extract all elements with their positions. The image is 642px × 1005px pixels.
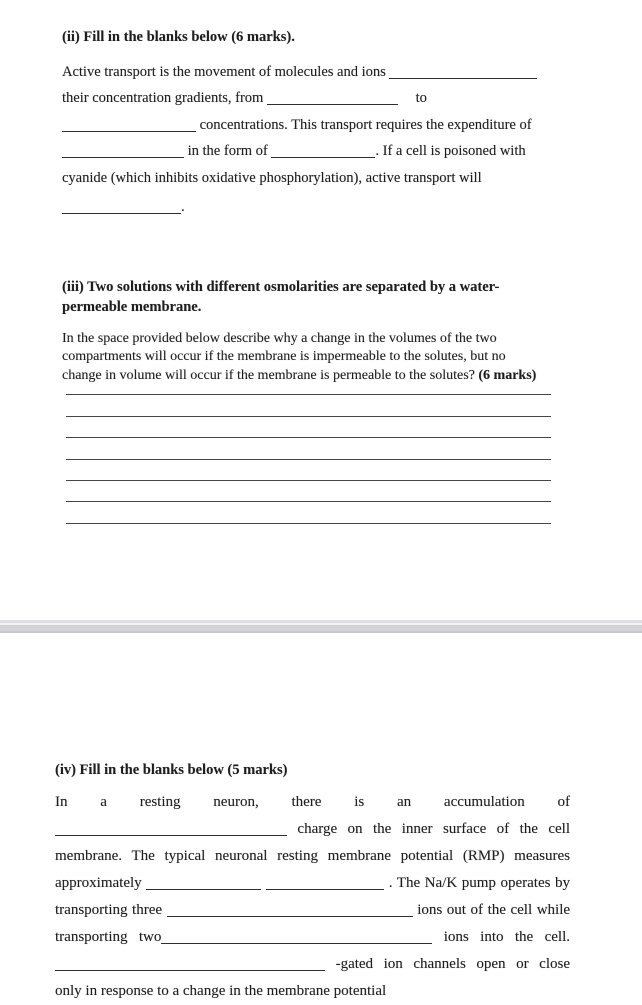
text-line [55,870,570,897]
text-segment: concentrations. This transport requires the expenditure of [199,116,532,133]
text-segment: Active transport is the movement of molecules and ions [62,64,386,80]
text-line [62,165,562,191]
fill-blank [62,119,196,132]
text-line [62,112,562,138]
answer-line [66,502,551,523]
answer-line [66,481,551,502]
text-segment: change in volume will occur if the membrane is permeable to the solutes? [62,367,475,383]
page-break-divider [0,620,642,633]
text-line [62,59,562,85]
fill-blank [161,931,432,944]
text-segment: transporting two [55,929,162,945]
text-segment: transporting three [55,902,163,918]
text-segment: to [415,90,427,107]
answer-line [66,395,551,416]
question-ii-paragraph [62,59,562,220]
question-iii-heading [62,277,567,317]
question-ii-heading: (ii) Fill in the blanks below (6 marks). [62,29,295,45]
text-segment: . The Na/K pump operates by [388,875,570,891]
text-line: only in response to a change in the membrane potential [55,983,387,999]
text-segment: cyanide (which inhibits oxidative phosphorylation), active transport will [62,169,482,186]
text-segment: -gated ion channels open or close [335,956,571,972]
text-segment: in the form of [187,143,268,160]
answer-line [66,417,551,438]
text-line [55,897,570,924]
text-line [62,194,562,220]
fill-blank [167,904,413,917]
question-iv-paragraph [55,789,570,1005]
text-segment: charge on the inner surface of the cell [297,821,570,837]
text-segment: approximately [55,875,142,891]
fill-blank [267,92,398,105]
answer-line [66,460,551,481]
text-segment: ions out of the cell while [417,902,571,918]
fill-blank [62,145,184,158]
text-line: In the space provided below describe why a change in the volumes of the two [62,331,497,346]
text-line [62,85,562,111]
text-segment: . [181,199,185,216]
text-line [55,951,570,978]
fill-blank [271,145,375,158]
fill-blank [55,823,287,836]
text-segment: . If a cell is poisoned with [375,143,526,160]
text-line: compartments will occur if the membrane is impermeable to the solutes, but no [62,349,506,365]
heading-line: (iii) Two solutions with different osmolarities are separated by a water- [62,279,500,295]
fill-blank-pair [146,875,384,891]
heading-line: permeable membrane. [62,299,202,315]
marks-label: (6 marks) [478,367,537,383]
text-segment: ions into the cell. [443,929,570,945]
question-iv-heading: (iv) Fill in the blanks below (5 marks) [55,762,288,778]
answer-lines [66,374,551,524]
text-line [55,816,570,843]
fill-blank [266,877,384,890]
fill-blank [146,877,261,890]
text-segment: their concentration gradients, from [62,90,264,107]
text-line [62,138,562,164]
text-line: membrane. The typical neuronal resting membrane potential (RMP) measures [55,848,570,864]
text-line: In a resting neuron, there is an accumulation of [55,794,570,810]
text-line [55,924,570,951]
fill-blank [62,201,181,214]
fill-blank [55,958,325,971]
answer-line [66,374,551,395]
fill-blank [389,66,537,79]
answer-line [66,438,551,459]
